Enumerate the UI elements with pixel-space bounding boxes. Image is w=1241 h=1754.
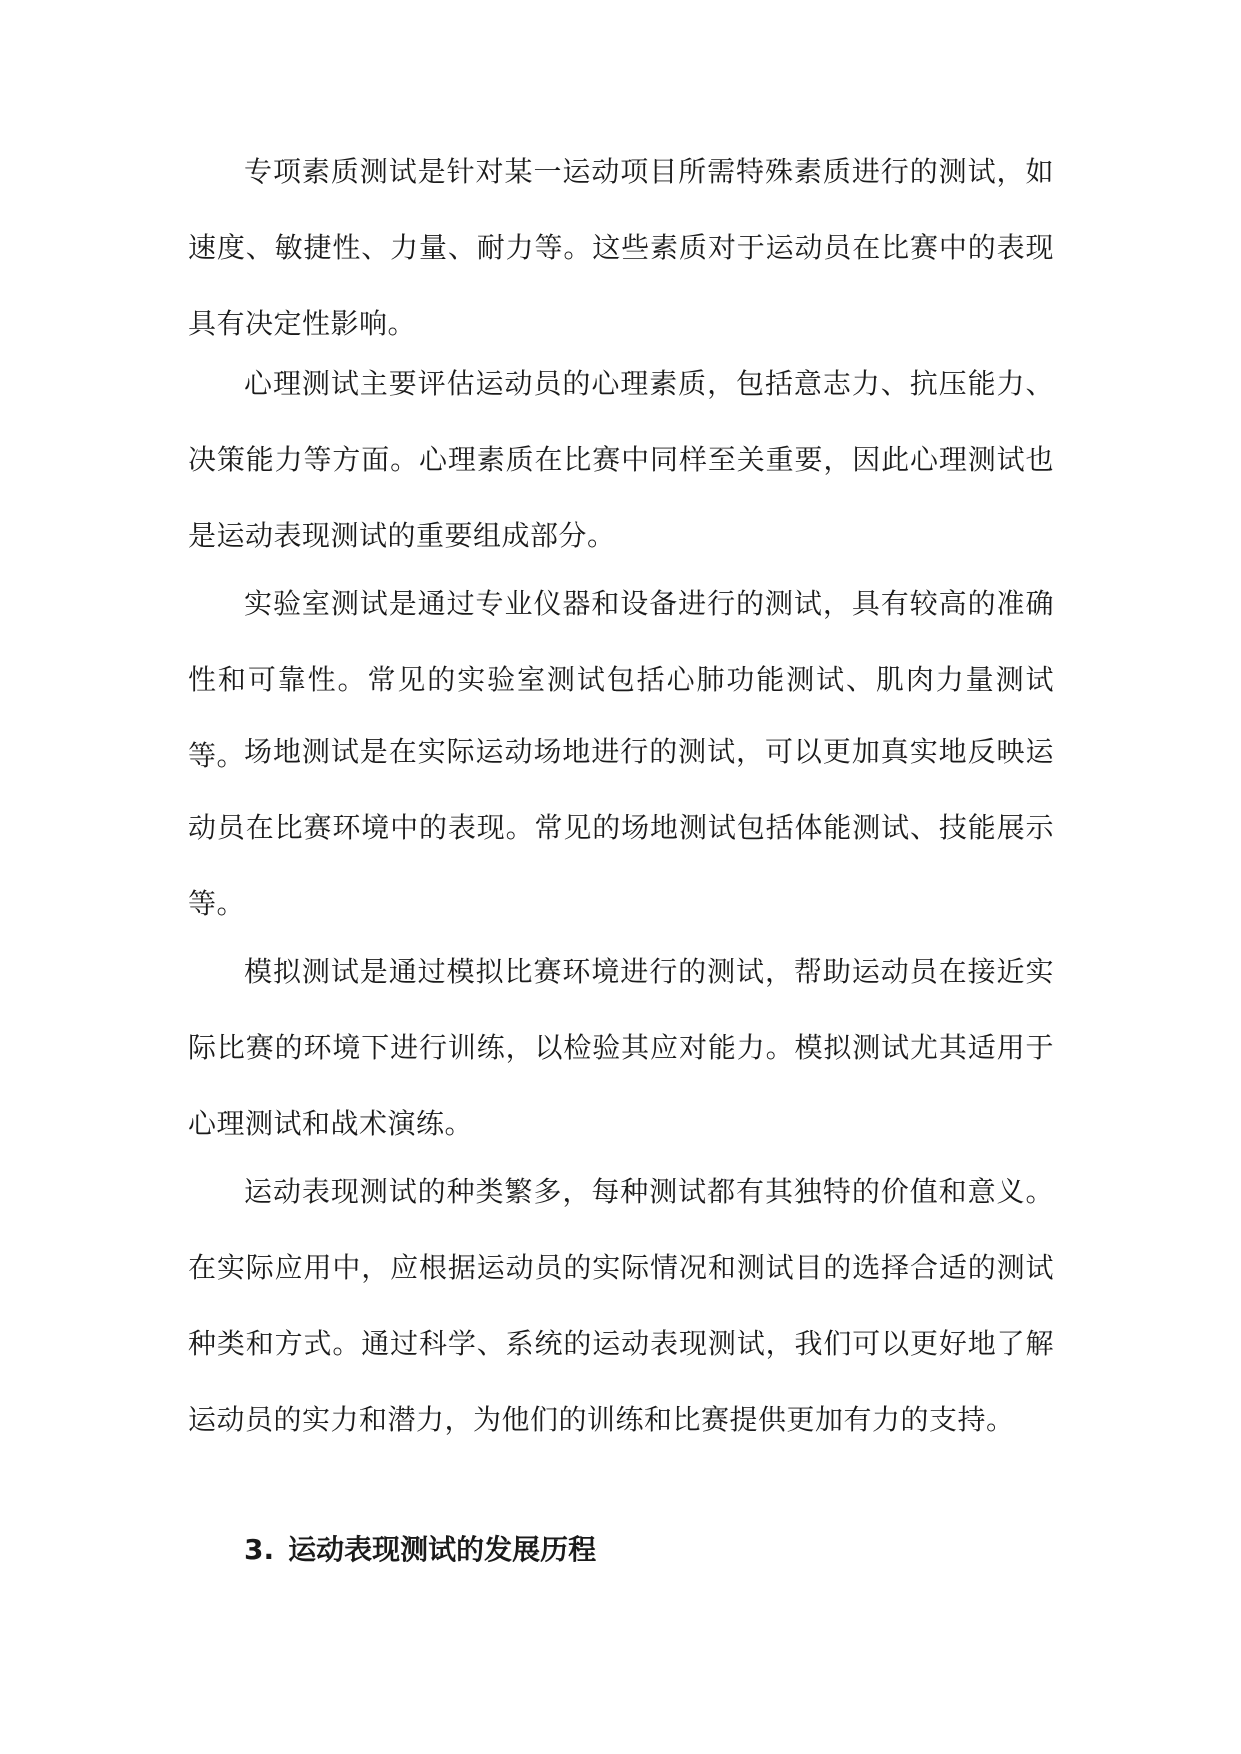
paragraph-field-test: 场地测试是在实际运动场地进行的测试，可以更加真实地反映运动员在比赛环境中的表现。常见的场地测试包括体能测试、技能展示等。: [188, 735, 1054, 920]
paragraph-simulation-test: 模拟测试是通过模拟比赛环境进行的测试，帮助运动员在接近实际比赛的环境下进行训练，以检验其应对能力。模拟测试尤其适用于心理测试和战术演练。: [188, 955, 1054, 1140]
section-number: 3.: [244, 1533, 275, 1566]
paragraph-summary: 运动表现测试的种类繁多，每种测试都有其独特的价值和意义。在实际应用中，应根据运动员的实际情况和测试目的选择合适的测试种类和方式。通过科学、系统的运动表现测试，我们可以更好地了解运动员的实力和潜力，为他们的训练和比赛提供更加有力的支持。: [188, 1175, 1054, 1436]
section-title: 运动表现测试的发展历程: [288, 1533, 597, 1566]
paragraph-psychological-test: 心理测试主要评估运动员的心理素质，包括意志力、抗压能力、决策能力等方面。心理素质在比赛中同样至关重要，因此心理测试也是运动表现测试的重要组成部分。: [188, 367, 1054, 552]
paragraph-special-quality-test: 专项素质测试是针对某一运动项目所需特殊素质进行的测试，如速度、敏捷性、力量、耐力等。这些素质对于运动员在比赛中的表现具有决定性影响。: [188, 155, 1054, 340]
paragraph-laboratory-test: 实验室测试是通过专业仪器和设备进行的测试，具有较高的准确性和可靠性。常见的实验室测试包括心肺功能测试、肌肉力量测试等。: [188, 587, 1054, 772]
section-heading: [244, 1530, 596, 1570]
